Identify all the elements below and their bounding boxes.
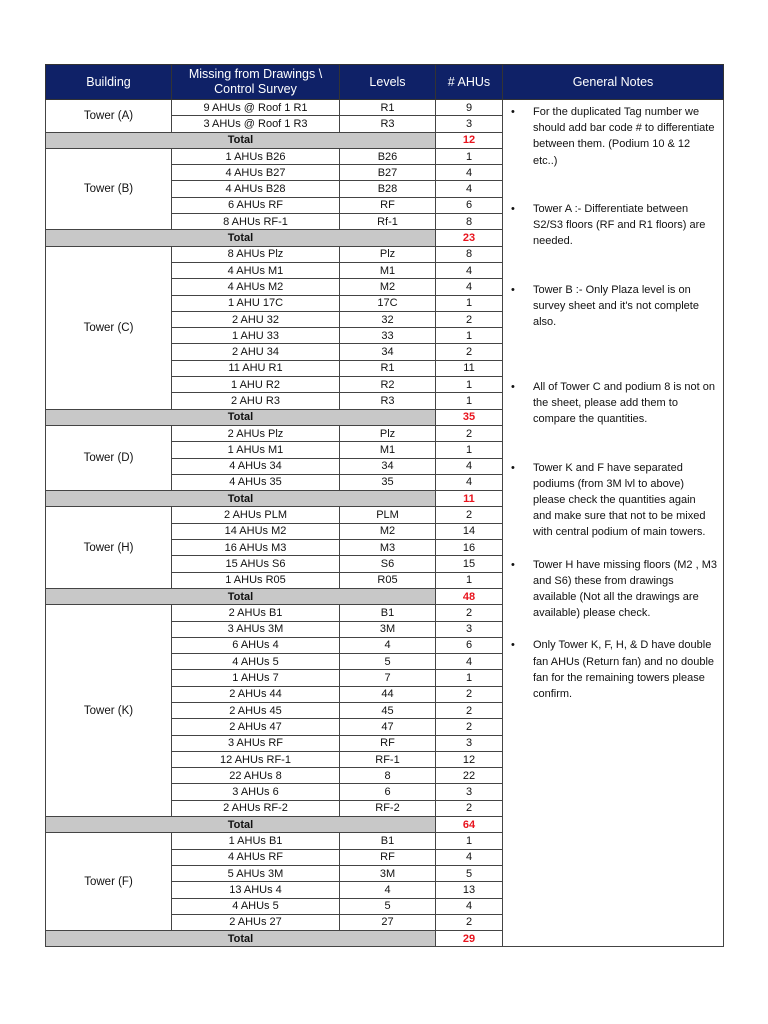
- missing-cell: 1 AHUs B1: [172, 833, 340, 849]
- total-label: Total: [46, 931, 436, 947]
- ahu-count-cell: 12: [436, 751, 503, 767]
- bullet-icon: •: [511, 461, 515, 474]
- missing-cell: 1 AHUs R05: [172, 572, 340, 588]
- missing-cell: 22 AHUs 8: [172, 768, 340, 784]
- level-cell: 7: [340, 670, 436, 686]
- ahu-count-cell: 6: [436, 637, 503, 653]
- level-cell: RF: [340, 849, 436, 865]
- level-cell: R3: [340, 393, 436, 409]
- building-cell: Tower (B): [46, 148, 172, 229]
- note-item: [511, 379, 717, 428]
- total-count: 23: [436, 230, 503, 246]
- total-label: Total: [46, 230, 436, 246]
- ahu-count-cell: 5: [436, 865, 503, 881]
- note-item: [511, 460, 717, 541]
- ahu-count-cell: 4: [436, 279, 503, 295]
- ahu-count-cell: 3: [436, 784, 503, 800]
- level-cell: PLM: [340, 507, 436, 523]
- missing-cell: 1 AHUs 7: [172, 670, 340, 686]
- total-label: Total: [46, 491, 436, 507]
- missing-cell: 6 AHUs 4: [172, 637, 340, 653]
- total-count: 29: [436, 931, 503, 947]
- level-cell: M3: [340, 540, 436, 556]
- ahu-count-cell: 4: [436, 654, 503, 670]
- level-cell: R1: [340, 100, 436, 116]
- ahu-count-cell: 2: [436, 686, 503, 702]
- ahu-count-cell: 1: [436, 572, 503, 588]
- note-text: For the duplicated Tag number we should add bar code # to differentiate between them. (Podium 10 & 12 etc..): [533, 106, 715, 167]
- missing-cell: 11 AHU R1: [172, 360, 340, 376]
- ahu-count-cell: 8: [436, 246, 503, 262]
- level-cell: 5: [340, 898, 436, 914]
- ahu-count-cell: 6: [436, 197, 503, 213]
- ahu-count-cell: 4: [436, 262, 503, 278]
- note-item: [511, 557, 717, 622]
- missing-cell: 3 AHUs RF: [172, 735, 340, 751]
- ahu-count-cell: 4: [436, 849, 503, 865]
- level-cell: 5: [340, 654, 436, 670]
- level-cell: 4: [340, 637, 436, 653]
- missing-cell: 4 AHUs B28: [172, 181, 340, 197]
- header-missing: [172, 65, 340, 100]
- total-label: Total: [46, 588, 436, 604]
- ahu-count-cell: 3: [436, 621, 503, 637]
- ahu-count-cell: 9: [436, 100, 503, 116]
- missing-cell: 1 AHUs M1: [172, 442, 340, 458]
- missing-cell: 4 AHUs M2: [172, 279, 340, 295]
- level-cell: Rf-1: [340, 214, 436, 230]
- level-cell: 3M: [340, 865, 436, 881]
- ahu-count-cell: 2: [436, 311, 503, 327]
- missing-cell: 2 AHUs RF-2: [172, 800, 340, 816]
- header-general-notes: General Notes: [503, 65, 724, 100]
- level-cell: B1: [340, 605, 436, 621]
- level-cell: RF: [340, 735, 436, 751]
- total-label: Total: [46, 817, 436, 833]
- note-text: Tower B :- Only Plaza level is on survey sheet and it's not complete also.: [533, 283, 699, 329]
- level-cell: 6: [340, 784, 436, 800]
- missing-cell: 6 AHUs RF: [172, 197, 340, 213]
- ahu-count-cell: 2: [436, 425, 503, 441]
- bullet-icon: •: [511, 283, 515, 296]
- ahu-count-cell: 2: [436, 702, 503, 718]
- ahu-count-cell: 15: [436, 556, 503, 572]
- missing-cell: 1 AHU 33: [172, 328, 340, 344]
- ahu-count-cell: 1: [436, 833, 503, 849]
- missing-cell: 4 AHUs M1: [172, 262, 340, 278]
- ahu-count-cell: 3: [436, 735, 503, 751]
- level-cell: 32: [340, 311, 436, 327]
- level-cell: B1: [340, 833, 436, 849]
- level-cell: 44: [340, 686, 436, 702]
- missing-cell: 2 AHUs 45: [172, 702, 340, 718]
- missing-cell: 14 AHUs M2: [172, 523, 340, 539]
- missing-cell: 2 AHU R3: [172, 393, 340, 409]
- ahu-count-cell: 11: [436, 360, 503, 376]
- missing-cell: 3 AHUs @ Roof 1 R3: [172, 116, 340, 132]
- level-cell: R3: [340, 116, 436, 132]
- level-cell: 27: [340, 914, 436, 930]
- missing-cell: 4 AHUs 5: [172, 898, 340, 914]
- note-text: Only Tower K, F, H, & D have double fan AHUs (Return fan) and no double fan for the remaining towers please confirm.: [533, 639, 715, 701]
- note-item: [511, 104, 717, 169]
- ahu-count-cell: 2: [436, 507, 503, 523]
- ahu-count-cell: 22: [436, 768, 503, 784]
- level-cell: RF-2: [340, 800, 436, 816]
- missing-cell: 4 AHUs B27: [172, 165, 340, 181]
- building-cell: Tower (F): [46, 833, 172, 931]
- ahu-count-cell: 4: [436, 898, 503, 914]
- ahu-count-cell: 13: [436, 882, 503, 898]
- missing-cell: 2 AHU 34: [172, 344, 340, 360]
- missing-cell: 15 AHUs S6: [172, 556, 340, 572]
- ahu-count-cell: 2: [436, 344, 503, 360]
- notes-list: [503, 100, 723, 702]
- header-missing-line1: Missing from Drawings \: [188, 67, 323, 81]
- building-cell: Tower (K): [46, 605, 172, 817]
- level-cell: 4: [340, 882, 436, 898]
- ahu-count-cell: 1: [436, 377, 503, 393]
- building-cell: Tower (D): [46, 425, 172, 490]
- table-row: [46, 100, 724, 116]
- level-cell: M2: [340, 279, 436, 295]
- ahu-summary-table: [45, 64, 724, 947]
- missing-cell: 8 AHUs Plz: [172, 246, 340, 262]
- missing-cell: 2 AHUs 47: [172, 719, 340, 735]
- level-cell: RF-1: [340, 751, 436, 767]
- header-building: Building: [46, 65, 172, 100]
- missing-cell: 2 AHU 32: [172, 311, 340, 327]
- bullet-icon: •: [511, 639, 515, 652]
- missing-cell: 2 AHUs Plz: [172, 425, 340, 441]
- level-cell: R1: [340, 360, 436, 376]
- ahu-count-cell: 2: [436, 914, 503, 930]
- ahu-count-cell: 1: [436, 442, 503, 458]
- missing-cell: 4 AHUs 35: [172, 474, 340, 490]
- ahu-count-cell: 16: [436, 540, 503, 556]
- general-notes-cell: [503, 100, 724, 947]
- total-count: 12: [436, 132, 503, 148]
- level-cell: 35: [340, 474, 436, 490]
- level-cell: B26: [340, 148, 436, 164]
- missing-cell: 1 AHU 17C: [172, 295, 340, 311]
- missing-cell: 2 AHUs PLM: [172, 507, 340, 523]
- building-cell: Tower (C): [46, 246, 172, 409]
- missing-cell: 4 AHUs 5: [172, 654, 340, 670]
- note-text: Tower H have missing floors (M2 , M3 and S6) these from drawings available (Not all the drawings are available) please check.: [533, 558, 717, 620]
- level-cell: 47: [340, 719, 436, 735]
- bullet-icon: •: [511, 106, 515, 118]
- level-cell: Plz: [340, 425, 436, 441]
- ahu-count-cell: 2: [436, 719, 503, 735]
- level-cell: M1: [340, 442, 436, 458]
- level-cell: Plz: [340, 246, 436, 262]
- missing-cell: 13 AHUs 4: [172, 882, 340, 898]
- ahu-count-cell: 1: [436, 148, 503, 164]
- missing-cell: 12 AHUs RF-1: [172, 751, 340, 767]
- level-cell: RF: [340, 197, 436, 213]
- ahu-count-cell: 1: [436, 295, 503, 311]
- note-text: All of Tower C and podium 8 is not on the sheet, please add them to compare the quantities.: [533, 380, 716, 426]
- level-cell: R05: [340, 572, 436, 588]
- missing-cell: 2 AHUs B1: [172, 605, 340, 621]
- note-item: [511, 282, 717, 331]
- missing-cell: 2 AHUs 44: [172, 686, 340, 702]
- ahu-count-cell: 1: [436, 670, 503, 686]
- bullet-icon: •: [511, 558, 515, 571]
- total-count: 48: [436, 588, 503, 604]
- missing-cell: 4 AHUs RF: [172, 849, 340, 865]
- ahu-count-cell: 4: [436, 458, 503, 474]
- missing-cell: 8 AHUs RF-1: [172, 214, 340, 230]
- ahu-count-cell: 1: [436, 328, 503, 344]
- ahu-count-cell: 8: [436, 214, 503, 230]
- missing-cell: 9 AHUs @ Roof 1 R1: [172, 100, 340, 116]
- level-cell: 8: [340, 768, 436, 784]
- total-count: 11: [436, 491, 503, 507]
- ahu-count-cell: 3: [436, 116, 503, 132]
- header-ahus: # AHUs: [436, 65, 503, 100]
- note-text: Tower A :- Differentiate between S2/S3 floors (RF and R1 floors) are needed.: [533, 203, 706, 248]
- bullet-icon: •: [511, 203, 515, 215]
- ahu-count-cell: 4: [436, 474, 503, 490]
- total-count: 35: [436, 409, 503, 425]
- total-label: Total: [46, 132, 436, 148]
- level-cell: 45: [340, 702, 436, 718]
- missing-cell: 2 AHUs 27: [172, 914, 340, 930]
- missing-cell: 1 AHUs B26: [172, 148, 340, 164]
- total-count: 64: [436, 817, 503, 833]
- table-body: [46, 100, 724, 947]
- missing-cell: 4 AHUs 34: [172, 458, 340, 474]
- header-levels: Levels: [340, 65, 436, 100]
- bullet-icon: •: [511, 380, 515, 393]
- note-item: [511, 201, 717, 250]
- level-cell: B27: [340, 165, 436, 181]
- level-cell: 3M: [340, 621, 436, 637]
- level-cell: S6: [340, 556, 436, 572]
- level-cell: M1: [340, 262, 436, 278]
- ahu-count-cell: 4: [436, 181, 503, 197]
- note-item: [511, 637, 717, 702]
- level-cell: R2: [340, 377, 436, 393]
- level-cell: 33: [340, 328, 436, 344]
- ahu-count-cell: 2: [436, 605, 503, 621]
- building-cell: Tower (A): [46, 100, 172, 133]
- ahu-count-cell: 2: [436, 800, 503, 816]
- header-row: [46, 65, 724, 100]
- level-cell: 17C: [340, 295, 436, 311]
- missing-cell: 3 AHUs 6: [172, 784, 340, 800]
- level-cell: B28: [340, 181, 436, 197]
- total-label: Total: [46, 409, 436, 425]
- note-text: Tower K and F have separated podiums (from 3M lvl to above) please check the quantities again and make sure that not to be mixed with central podium of main towers.: [533, 461, 706, 539]
- missing-cell: 16 AHUs M3: [172, 540, 340, 556]
- level-cell: 34: [340, 344, 436, 360]
- level-cell: M2: [340, 523, 436, 539]
- level-cell: 34: [340, 458, 436, 474]
- ahu-count-cell: 1: [436, 393, 503, 409]
- missing-cell: 5 AHUs 3M: [172, 865, 340, 881]
- missing-cell: 3 AHUs 3M: [172, 621, 340, 637]
- missing-cell: 1 AHU R2: [172, 377, 340, 393]
- ahu-count-cell: 4: [436, 165, 503, 181]
- building-cell: Tower (H): [46, 507, 172, 588]
- ahu-count-cell: 14: [436, 523, 503, 539]
- header-missing-line2: Control Survey: [214, 82, 297, 96]
